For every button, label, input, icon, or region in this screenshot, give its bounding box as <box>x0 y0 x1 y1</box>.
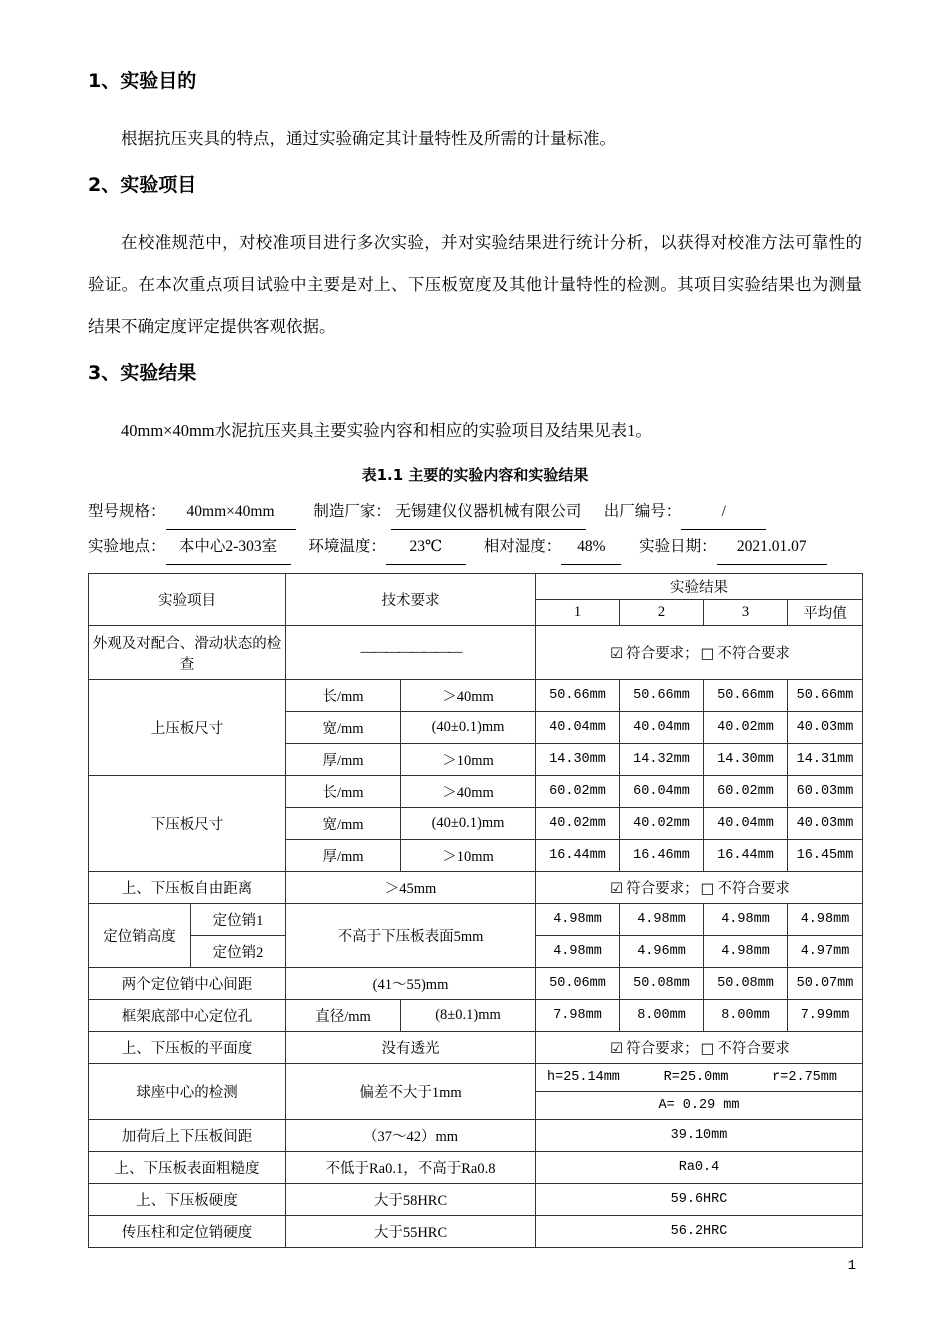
result-cell: 50.66mm <box>704 680 788 712</box>
result-cell: 50.07mm <box>788 968 863 1000</box>
result-cell: 4.96mm <box>620 936 704 968</box>
section-3-body: 40mm×40mm水泥抗压夹具主要实验内容和相应的实验项目及结果见表1。 <box>121 421 652 440</box>
project-cell: 外观及对配合、滑动状态的检查 <box>89 626 286 680</box>
requirement-cell: (41～55)mm <box>286 968 536 1000</box>
ball-A-value: A= 0.29 mm <box>536 1092 863 1120</box>
humidity-label: 相对湿度： <box>483 538 562 555</box>
meets-label: 符合要求； <box>626 1041 699 1057</box>
section-1-body: 根据抗压夹具的特点，通过实验确定其计量特性及所需的计量标准。 <box>121 129 616 148</box>
result-cell: 14.31mm <box>788 744 863 776</box>
project-cell: 上压板尺寸 <box>89 680 286 776</box>
project-cell: 上、下压板硬度 <box>89 1184 286 1216</box>
header-run-1: 1 <box>536 600 620 626</box>
requirement-cell: 大于55HRC <box>286 1216 536 1248</box>
requirement-cell: 没有透光 <box>286 1032 536 1064</box>
result-cell: 7.99mm <box>788 1000 863 1032</box>
results-table <box>88 573 863 1248</box>
row-frame-center-hole <box>89 1000 863 1032</box>
checked-checkbox-icon: ☑ <box>610 881 624 897</box>
manufacturer-value: 无锡建仪仪器机械有限公司 <box>391 495 586 530</box>
result-cell: 40.04mm <box>704 808 788 840</box>
result-cell: 40.03mm <box>788 712 863 744</box>
project-cell: 传压柱和定位销硬度 <box>89 1216 286 1248</box>
result-cell: 50.66mm <box>536 680 620 712</box>
result-cell: 40.03mm <box>788 808 863 840</box>
serial-value: / <box>681 495 766 530</box>
table-header-row <box>89 574 863 600</box>
row-roughness <box>89 1152 863 1184</box>
result-cell: 8.00mm <box>620 1000 704 1032</box>
result-cell: 60.02mm <box>704 776 788 808</box>
project-cell: 两个定位销中心间距 <box>89 968 286 1000</box>
row-flatness <box>89 1032 863 1064</box>
result-cell: 8.00mm <box>704 1000 788 1032</box>
project-cell: 上、下压板表面粗糙度 <box>89 1152 286 1184</box>
temperature-label: 环境温度： <box>308 538 386 555</box>
date-label: 实验日期： <box>639 538 717 555</box>
requirement-cell: (40±0.1)mm <box>401 808 536 840</box>
requirement-cell: ＞10mm <box>401 744 536 776</box>
requirement-cell: ＞40mm <box>401 680 536 712</box>
header-average: 平均值 <box>788 600 863 626</box>
result-cell: 50.66mm <box>620 680 704 712</box>
result-cell: 16.44mm <box>704 840 788 872</box>
requirement-cell: 大于58HRC <box>286 1184 536 1216</box>
result-cell: 59.6HRC <box>536 1184 863 1216</box>
row-plate-hardness <box>89 1184 863 1216</box>
location-label: 实验地点： <box>88 538 166 555</box>
requirement-blank-line: ———————— <box>286 626 536 680</box>
compliance-result <box>536 872 863 904</box>
project-cell: 加荷后上下压板间距 <box>89 1120 286 1152</box>
requirement-cell: 不低于Ra0.1，不高于Ra0.8 <box>286 1152 536 1184</box>
ball-r-value: r=2.75mm <box>772 1070 837 1085</box>
result-cell: Ra0.4 <box>536 1152 863 1184</box>
row-upper-plate-length <box>89 680 863 712</box>
result-cell: 14.30mm <box>704 744 788 776</box>
dimension-cell: 宽/mm <box>286 808 401 840</box>
result-cell: 40.04mm <box>620 712 704 744</box>
result-cell: 50.08mm <box>704 968 788 1000</box>
result-cell: 16.45mm <box>788 840 863 872</box>
project-cell: 框架底部中心定位孔 <box>89 1000 286 1032</box>
requirement-cell: 偏差不大于1mm <box>286 1064 536 1120</box>
result-cell: 56.2HRC <box>536 1216 863 1248</box>
model-label: 型号规格： <box>88 503 166 520</box>
compliance-result <box>536 1032 863 1064</box>
dimension-cell: 长/mm <box>286 680 401 712</box>
dimension-cell: 宽/mm <box>286 712 401 744</box>
result-cell: 4.98mm <box>704 904 788 936</box>
meta-line-2 <box>88 530 862 565</box>
requirement-cell: 不高于下压板表面5mm <box>286 904 536 968</box>
project-cell: 上、下压板的平面度 <box>89 1032 286 1064</box>
temperature-value: 23℃ <box>386 530 466 565</box>
result-cell: 4.98mm <box>788 904 863 936</box>
header-run-3: 3 <box>704 600 788 626</box>
dimension-cell: 厚/mm <box>286 744 401 776</box>
dimension-cell: 直径/mm <box>286 1000 401 1032</box>
fails-label: 不符合要求 <box>717 1041 790 1057</box>
result-cell: 4.97mm <box>788 936 863 968</box>
result-cell: 60.03mm <box>788 776 863 808</box>
checked-checkbox-icon: ☑ <box>610 1041 624 1057</box>
result-cell: 60.04mm <box>620 776 704 808</box>
result-cell: 40.02mm <box>536 808 620 840</box>
table-title: 表1.1 主要的实验内容和实验结果 <box>361 466 589 484</box>
humidity-value: 48% <box>561 530 621 565</box>
fails-label: 不符合要求 <box>717 646 790 662</box>
result-cell: 50.06mm <box>536 968 620 1000</box>
serial-label: 出厂编号： <box>603 503 682 520</box>
section-3-heading: 3、实验结果 <box>88 362 197 384</box>
row-free-distance <box>89 872 863 904</box>
project-cell: 下压板尺寸 <box>89 776 286 872</box>
requirement-cell: (8±0.1)mm <box>401 1000 536 1032</box>
checked-checkbox-icon: ☑ <box>610 646 624 662</box>
result-cell: 4.98mm <box>536 904 620 936</box>
pin-label-cell: 定位销2 <box>191 936 286 968</box>
section-2-body: 在校准规范中，对校准项目进行多次实验，并对实验结果进行统计分析，以获得对校准方法可靠性的验证。在本次重点项目试验中主要是对上、下压板宽度及其他计量特性的检测。其项目实验结果也为测量结果不确定度评定提供客观依据。 <box>88 233 862 336</box>
ball-h-value: h=25.14mm <box>547 1070 620 1085</box>
dimension-cell: 长/mm <box>286 776 401 808</box>
row-pin-hardness <box>89 1216 863 1248</box>
result-cell: 14.32mm <box>620 744 704 776</box>
result-cell: 4.98mm <box>704 936 788 968</box>
result-cell: 60.02mm <box>536 776 620 808</box>
ball-measurements-cell <box>536 1064 863 1092</box>
meta-line-1 <box>88 495 862 530</box>
pin-label-cell: 定位销1 <box>191 904 286 936</box>
unchecked-checkbox-icon: □ <box>700 881 715 897</box>
dimension-cell: 厚/mm <box>286 840 401 872</box>
requirement-cell: (40±0.1)mm <box>401 712 536 744</box>
meets-label: 符合要求； <box>626 646 699 662</box>
result-cell: 40.02mm <box>620 808 704 840</box>
unchecked-checkbox-icon: □ <box>700 1041 715 1057</box>
header-requirement: 技术要求 <box>286 574 536 626</box>
result-cell: 50.08mm <box>620 968 704 1000</box>
result-cell: 7.98mm <box>536 1000 620 1032</box>
fails-label: 不符合要求 <box>717 881 790 897</box>
page-number: 1 <box>847 1258 856 1274</box>
model-value: 40mm×40mm <box>166 495 296 530</box>
manufacturer-label: 制造厂家： <box>313 503 391 520</box>
result-cell: 50.66mm <box>788 680 863 712</box>
header-run-2: 2 <box>620 600 704 626</box>
requirement-cell: （37～42）mm <box>286 1120 536 1152</box>
date-value: 2021.01.07 <box>717 530 827 565</box>
requirement-cell: ＞10mm <box>401 840 536 872</box>
header-project: 实验项目 <box>89 574 286 626</box>
row-appearance <box>89 626 863 680</box>
location-value: 本中心2-303室 <box>166 530 291 565</box>
section-2-heading: 2、实验项目 <box>88 174 197 196</box>
result-cell: 16.44mm <box>536 840 620 872</box>
row-lower-plate-length <box>89 776 863 808</box>
project-cell: 上、下压板自由距离 <box>89 872 286 904</box>
result-cell: 4.98mm <box>536 936 620 968</box>
project-cell: 球座中心的检测 <box>89 1064 286 1120</box>
result-cell: 40.02mm <box>704 712 788 744</box>
ball-R-value: R=25.0mm <box>663 1070 729 1085</box>
result-cell: 4.98mm <box>620 904 704 936</box>
project-cell: 定位销高度 <box>89 904 191 968</box>
requirement-cell: ＞45mm <box>286 872 536 904</box>
result-cell: 39.10mm <box>536 1120 863 1152</box>
section-1-heading: 1、实验目的 <box>88 70 197 92</box>
requirement-cell: ＞40mm <box>401 776 536 808</box>
row-pin1-height <box>89 904 863 936</box>
row-loaded-gap <box>89 1120 863 1152</box>
header-result: 实验结果 <box>536 574 863 600</box>
result-cell: 16.46mm <box>620 840 704 872</box>
meets-label: 符合要求； <box>626 881 699 897</box>
compliance-result <box>536 626 863 680</box>
unchecked-checkbox-icon: □ <box>700 646 715 662</box>
result-cell: 40.04mm <box>536 712 620 744</box>
row-ball-center <box>89 1064 863 1092</box>
result-cell: 14.30mm <box>536 744 620 776</box>
row-pin-center-distance <box>89 968 863 1000</box>
